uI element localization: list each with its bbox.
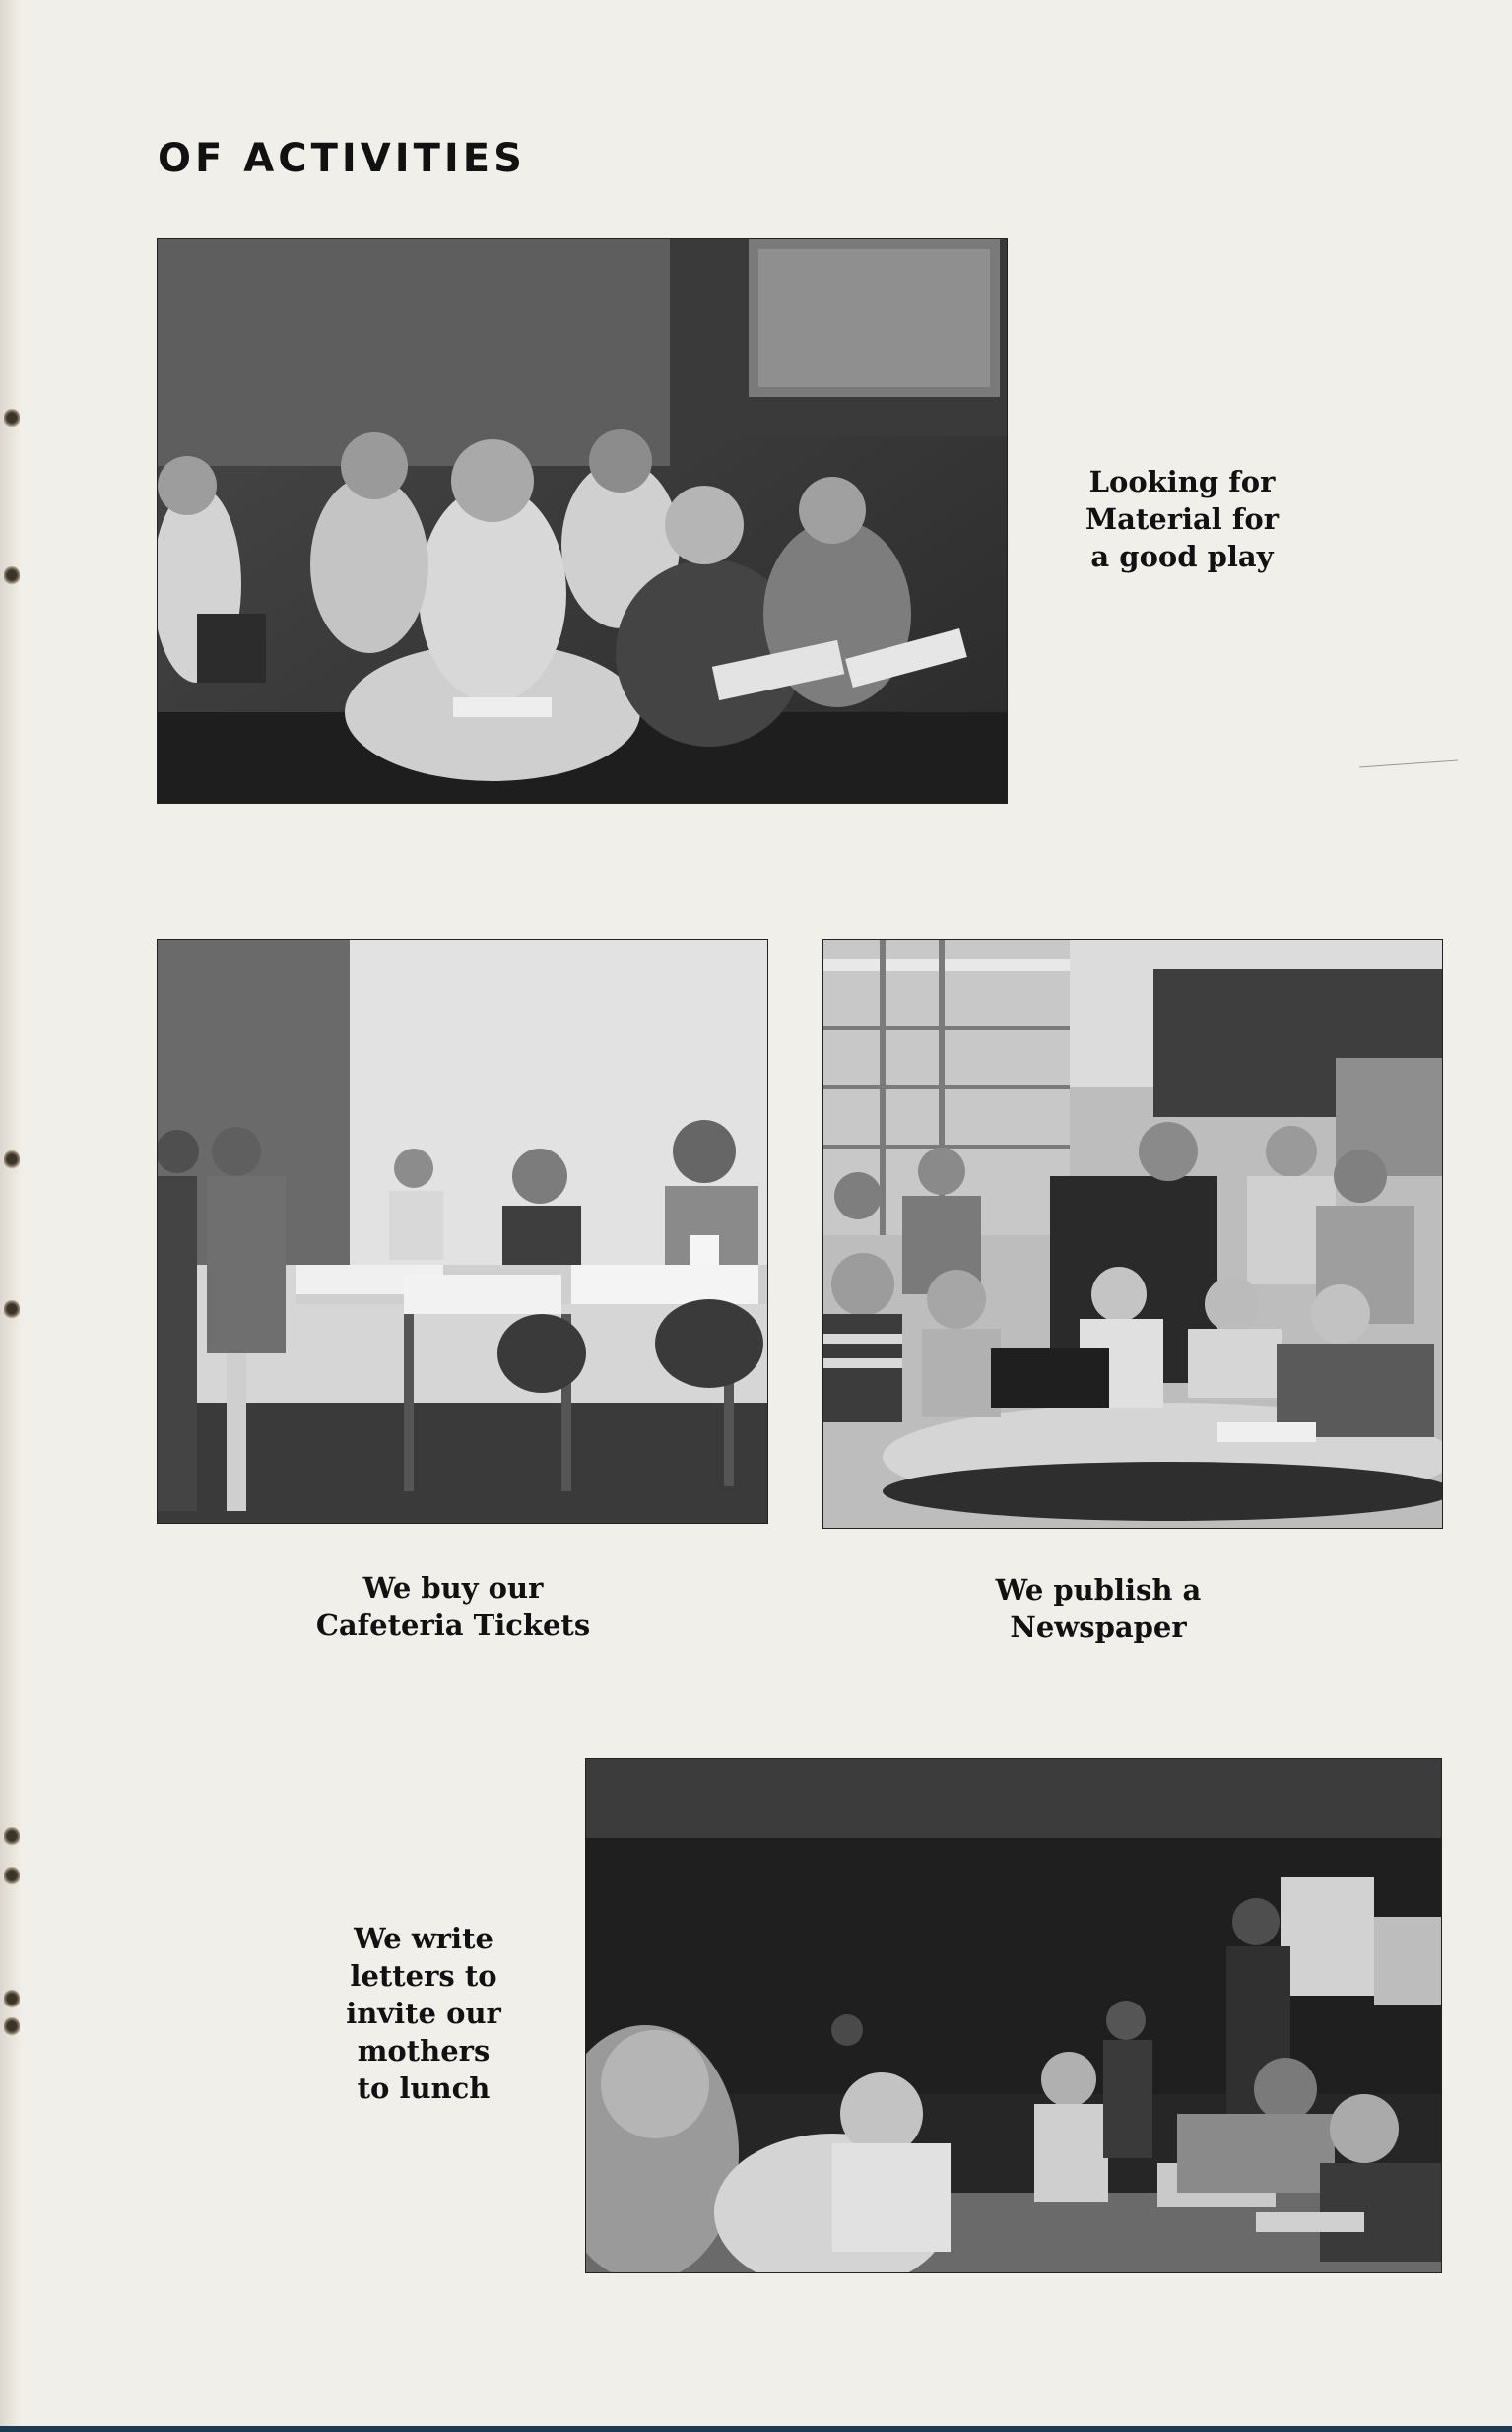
staple-mark — [4, 409, 20, 428]
staple-mark — [4, 1150, 20, 1170]
page-binding-edge — [0, 0, 22, 2432]
photo-newspaper — [822, 939, 1443, 1529]
page-bottom-edge — [0, 2426, 1512, 2432]
caption-newspaper — [931, 1571, 1266, 1646]
caption-line: to lunch — [357, 2071, 491, 2105]
caption-letters — [305, 1920, 542, 2107]
caption-reading-group — [1044, 463, 1320, 575]
caption-line: Looking for — [1088, 465, 1276, 498]
caption-line: We write — [354, 1922, 493, 1955]
photo-cafeteria-tickets — [157, 939, 768, 1524]
photo-reading-group-image — [158, 239, 1007, 803]
staple-mark — [4, 2017, 20, 2037]
caption-line: Material for — [1085, 502, 1280, 536]
staple-mark — [4, 1990, 20, 2009]
caption-line: Newspaper — [1010, 1610, 1187, 1644]
caption-cafeteria-tickets — [256, 1569, 650, 1644]
caption-line: Cafeteria Tickets — [315, 1609, 591, 1642]
caption-line: We publish a — [995, 1573, 1202, 1607]
caption-line: mothers — [357, 2034, 491, 2068]
page-title: OF ACTIVITIES — [158, 136, 526, 181]
caption-line: letters to — [350, 1959, 497, 1993]
photo-letters-image — [586, 1759, 1441, 2272]
caption-line: invite our — [346, 1997, 501, 2030]
photo-letters — [585, 1758, 1442, 2273]
staple-mark — [4, 1827, 20, 1847]
photo-newspaper-image — [823, 940, 1442, 1528]
photo-cafeteria-tickets-image — [158, 940, 767, 1523]
caption-line: We buy our — [362, 1571, 544, 1605]
caption-line: a good play — [1090, 540, 1274, 573]
staple-mark — [4, 566, 20, 586]
pencil-mark — [1359, 760, 1458, 768]
staple-mark — [4, 1867, 20, 1886]
photo-reading-group — [157, 238, 1008, 804]
staple-mark — [4, 1300, 20, 1320]
